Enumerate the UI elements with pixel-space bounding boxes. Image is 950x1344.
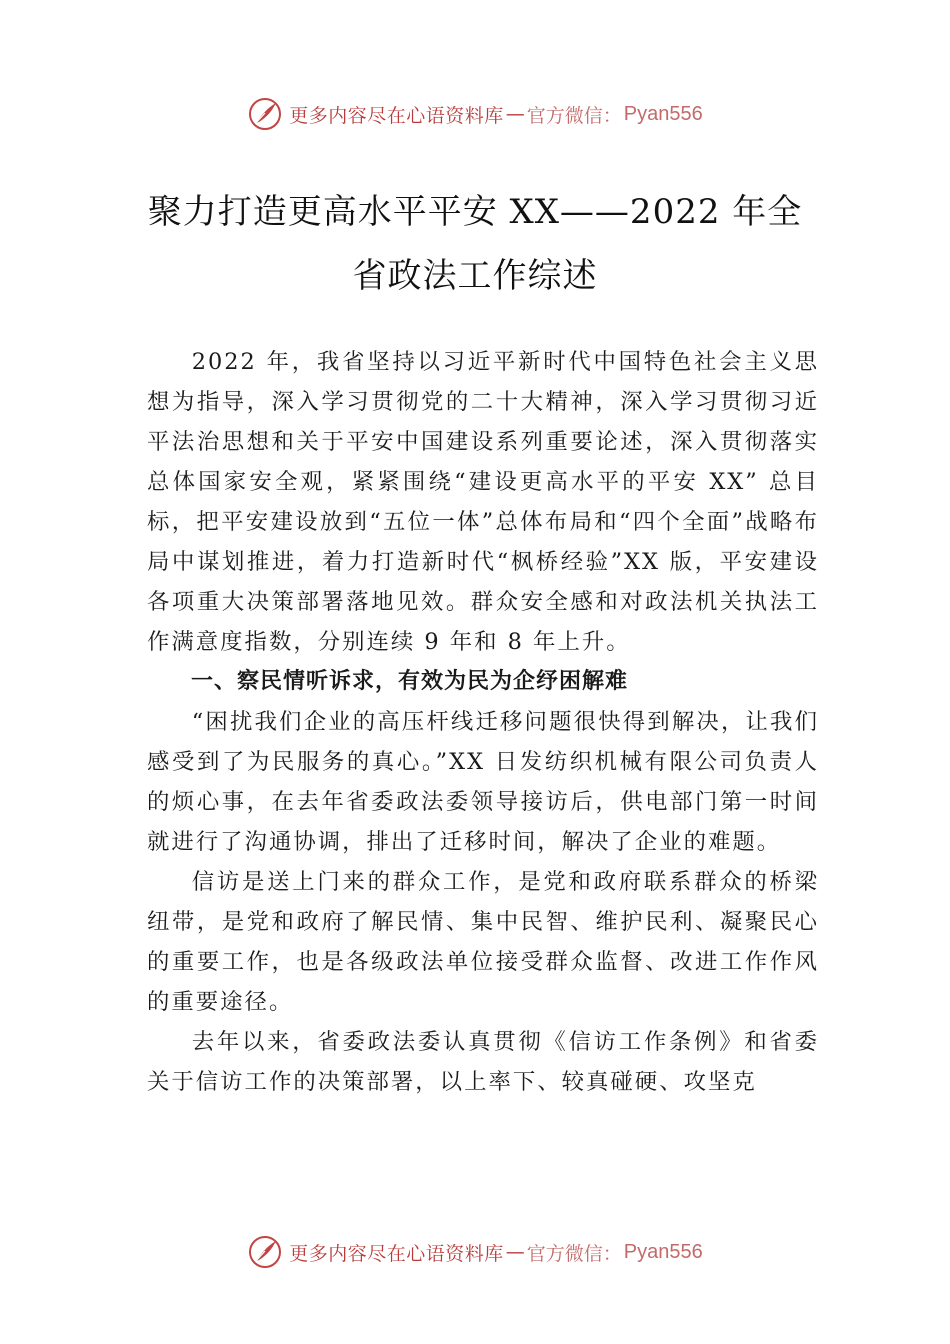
banner-separator: —	[505, 103, 525, 125]
document-title	[140, 180, 810, 308]
paragraph-quote: “困扰我们企业的高压杆线迁移问题很快得到解决，让我们感受到了为民服务的真心。”XX 日发纺织机械有限公司负责人的烦心事，在去年省委政法委领导接访后，供电部门第一时间就进行了沟通协调，排出了迁移时间，解决了企业的难题。	[147, 709, 819, 855]
banner-main-text: 更多内容尽在心语资料库	[289, 1242, 504, 1265]
document-body	[147, 342, 819, 1102]
banner-wechat-label: 官方微信：	[526, 104, 622, 127]
title-line-2: 省政法工作综述	[352, 256, 598, 296]
feather-pen-icon	[247, 96, 283, 132]
banner-wechat-id: Pyan556	[623, 102, 703, 125]
feather-pen-icon	[247, 1234, 283, 1270]
banner-wechat-id: Pyan556	[623, 1240, 703, 1263]
banner-wechat-label: 官方微信：	[526, 1242, 622, 1265]
footer-banner	[0, 1232, 950, 1272]
banner-main-text: 更多内容尽在心语资料库	[289, 104, 504, 127]
paragraph-since-last-year: 去年以来，省委政法委认真贯彻《信访工作条例》和省委关于信访工作的决策部署，以上率下、较真碰硬、攻坚克	[147, 1029, 819, 1095]
banner-separator: —	[505, 1241, 525, 1263]
paragraph-intro: 2022 年，我省坚持以习近平新时代中国特色社会主义思想为指导，深入学习贯彻党的二十大精神，深入学习贯彻习近平法治思想和关于平安中国建设系列重要论述，深入贯彻落实总体国家安全观，紧紧围绕“建设更高水平的平安 XX” 总目标，把平安建设放到“五位一体”总体布局和“四个全面”战略布局中谋划推进，着力打造新时代“枫桥经验”XX 版，平安建设各项重大决策部署落地见效。群众安全感和对政法机关执法工作满意度指数，分别连续 9 年和 8 年上升。	[147, 349, 819, 655]
header-banner	[0, 94, 950, 134]
section-heading-1: 一、察民情听诉求，有效为民为企纾困解难	[191, 669, 629, 694]
paragraph-petition: 信访是送上门来的群众工作，是党和政府联系群众的桥梁纽带，是党和政府了解民情、集中民智、维护民利、凝聚民心的重要工作，也是各级政法单位接受群众监督、改进工作作风的重要途径。	[147, 869, 819, 1015]
title-line-1: 聚力打造更高水平平安 XX——2022 年全	[147, 192, 803, 232]
